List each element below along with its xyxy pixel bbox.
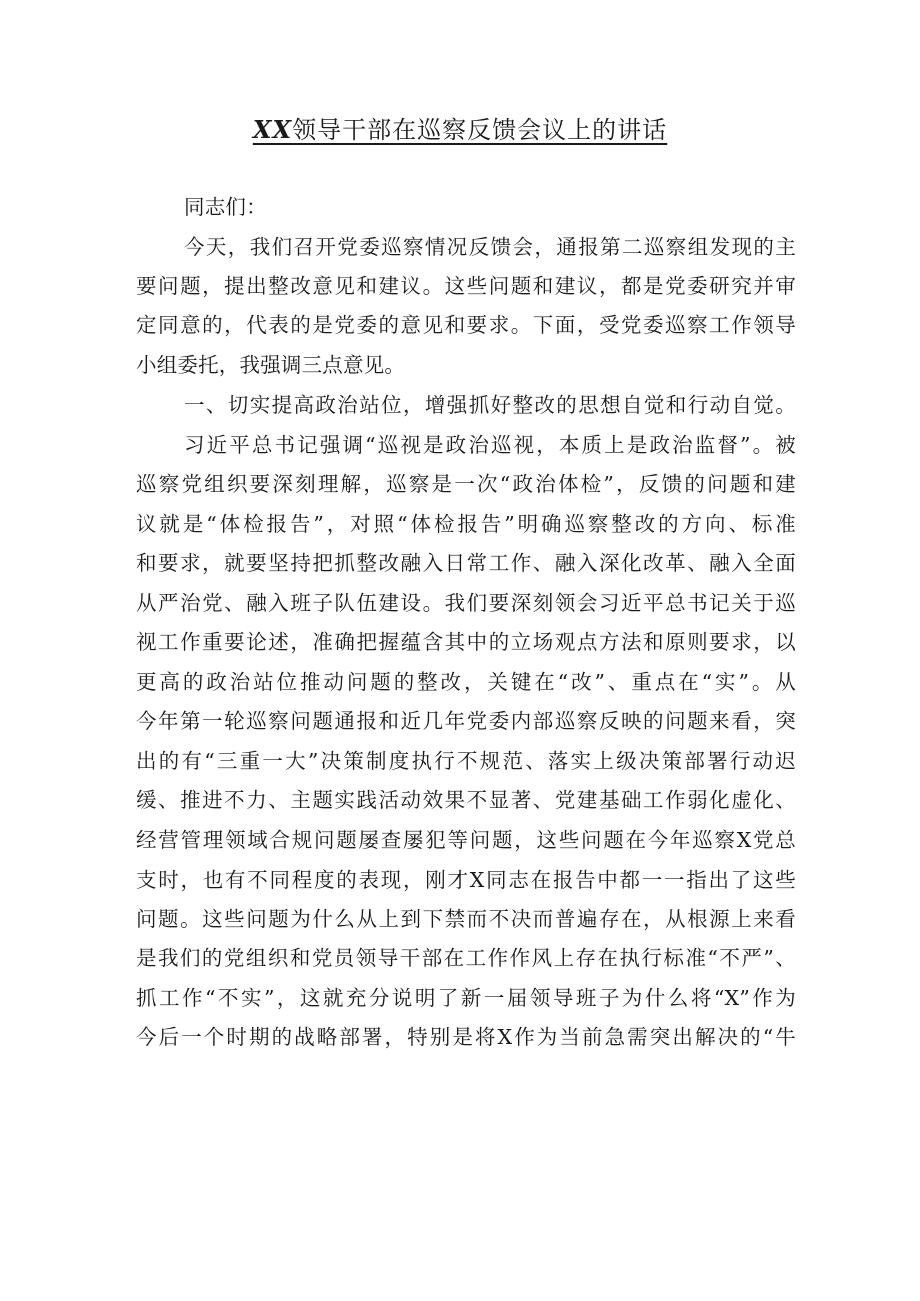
title-text: 领导干部在巡察反馈会议上的讲话	[292, 116, 668, 144]
section-heading: 一、切实提高政治站位，增强抓好整改的思想自觉和行动自觉。	[184, 393, 796, 417]
paragraph-line: 视工作重要论述，准确把握蕴含其中的立场观点方法和原则要求，以	[136, 630, 796, 654]
paragraph-line: 巡察党组织要深刻理解，巡察是一次“政治体检”，反馈的问题和建	[136, 472, 796, 496]
paragraph-line: 经营管理领域合规问题屡查屡犯等问题，这些问题在今年巡察X党总	[136, 828, 796, 852]
paragraph-line: 小组委托，我强调三点意见。	[136, 353, 406, 377]
paragraph-line: 定同意的，代表的是党委的意见和要求。下面，受党委巡察工作领导	[136, 313, 796, 337]
salutation: 同志们：	[184, 195, 267, 219]
paragraph-line: 今年第一轮巡察问题通报和近几年党委内部巡察反映的问题来看，突	[136, 709, 796, 733]
title-prefix: XX	[252, 115, 293, 144]
paragraph-line: 支时，也有不同程度的表现，刚才X同志在报告中都一一指出了这些	[136, 868, 796, 892]
paragraph-line: 习近平总书记强调“巡视是政治巡视，本质上是政治监督”。被	[184, 433, 796, 457]
paragraph-line: 更高的政治站位推动问题的整改，关键在“改”、重点在“实”。从	[136, 670, 796, 694]
paragraph-line: 今天，我们召开党委巡察情况反馈会，通报第二巡察组发现的主	[184, 235, 796, 259]
paragraph-line: 是我们的党组织和党员领导干部在工作作风上存在执行标准“不严”、	[136, 946, 796, 970]
paragraph-line: 要问题，提出整改意见和建议。这些问题和建议，都是党委研究并审	[136, 274, 796, 298]
paragraph-line: 和要求，就要坚持把抓整改融入日常工作、融入深化改革、融入全面	[136, 551, 796, 575]
paragraph-line: 抓工作“不实”，这就充分说明了新一届领导班子为什么将“X”作为	[136, 986, 796, 1010]
document-title	[0, 112, 920, 148]
paragraph-line: 问题。这些问题为什么从上到下禁而不决而普遍存在，从根源上来看	[136, 907, 796, 931]
paragraph-line: 出的有“三重一大”决策制度执行不规范、落实上级决策部署行动迟	[136, 749, 796, 773]
paragraph-line: 从严治党、融入班子队伍建设。我们要深刻领会习近平总书记关于巡	[136, 591, 796, 615]
paragraph-line: 议就是“体检报告”，对照“体检报告”明确巡察整改的方向、标准	[136, 512, 796, 536]
paragraph-line: 今后一个时期的战略部署，特别是将X作为当前急需突出解决的“牛	[136, 1025, 796, 1049]
paragraph-line: 缓、推进不力、主题实践活动效果不显著、党建基础工作弱化虚化、	[136, 788, 796, 812]
